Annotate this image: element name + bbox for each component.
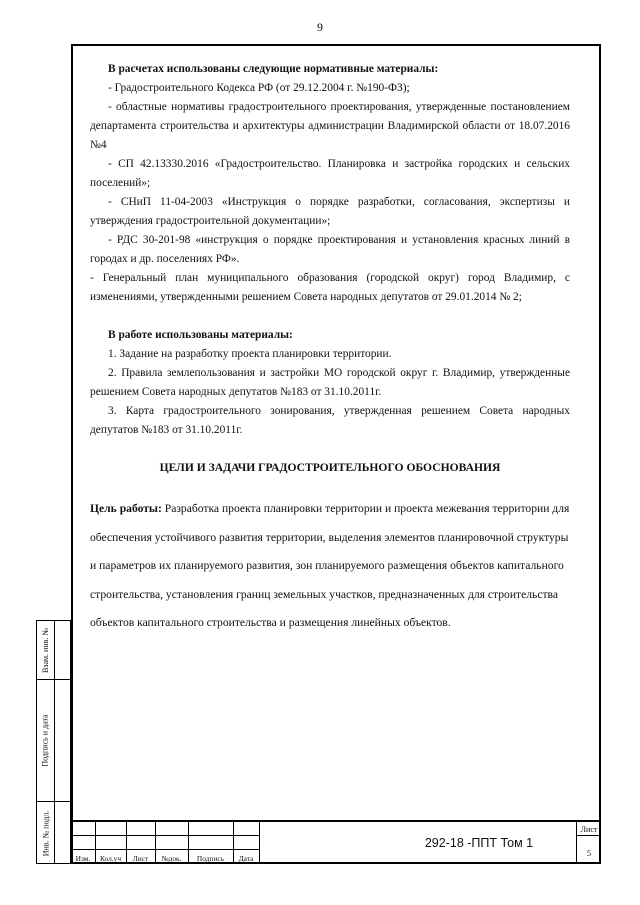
materials-item: 1. Задание на разработку проекта планировки территории.: [108, 348, 392, 360]
normative-item: - Генеральный план муниципального образования (городской округ) город Владимир, с изменениями, утвержденными решением Совета народных депутатов от 29.01.2014 № 2;: [90, 272, 570, 303]
col-label-kol: Кол.уч: [99, 854, 122, 863]
normative-heading: В расчетах использованы следующие нормативные материалы:: [108, 63, 439, 75]
normative-item: - областные нормативы градостроительного проектирования, утвержденные постановлением департамента строительства и архитектуры администрации Владимирской области от 18.07.2016 №4: [90, 101, 570, 151]
normative-item: - Градостроительного Кодекса РФ (от 29.12.2004 г. №190-ФЗ);: [108, 82, 410, 94]
title-block: [71, 820, 601, 864]
sign-date-label: Подпись и дата: [41, 713, 50, 767]
col-label-list: Лист: [132, 854, 149, 863]
sheet-label: Лист: [580, 825, 598, 834]
normative-item: - СП 42.13330.2016 «Градостроительство. Планировка и застройка городских и сельских поселений»;: [90, 158, 570, 189]
materials-item: 3. Карта градостроительного зонирования, утвержденная решением Совета народных депутатов №183 от 31.10.2011г.: [90, 405, 570, 436]
col-label-date: Дата: [238, 854, 254, 863]
inv-orig-label: Инв. № подл.: [41, 810, 50, 856]
side-stamp: [36, 620, 71, 864]
goals-heading: ЦЕЛИ И ЗАДАЧИ ГРАДОСТРОИТЕЛЬНОГО ОБОСНОВАНИЯ: [159, 461, 501, 474]
document-code: 292-18 -ППТ Том 1: [424, 836, 534, 850]
page-number: 9: [317, 20, 323, 34]
goal-text: Разработка проекта планировки территории и проекта межевания территории для обеспечения устойчивого развития территории, выделения элементов планировочной структуры и параметров их планируемого развития, зон планируемого размещения объектов капитального строительства, установления границ земельных участков, предназначенных для строительства объектов капитального строительства и размещения линейных объектов.: [90, 502, 570, 629]
goal-label: Цель работы:: [90, 502, 162, 515]
col-label-izm: Изм.: [75, 854, 91, 863]
sheet-number: 5: [586, 848, 592, 858]
inv-replace-label: Взам. инв. №: [41, 627, 50, 673]
normative-item: - СНиП 11-04-2003 «Инструкция о порядке разработки, согласования, экспертизы и утверждения градостроительной документации»;: [90, 196, 570, 227]
goal-paragraph: [90, 495, 570, 638]
normative-item: - РДС 30-201-98 «инструкция о порядке проектирования и установления красных линий в городах и др. поселениях РФ».: [90, 234, 570, 265]
document-body: [90, 60, 570, 638]
col-label-sign: Подпись: [196, 854, 225, 863]
materials-item: 2. Правила землепользования и застройки МО городской округ г. Владимир, утвержденные решением Совета народных депутатов №183 от 31.10.2011г.: [90, 367, 570, 398]
col-label-doc: №док.: [161, 854, 182, 863]
materials-heading: В работе использованы материалы:: [108, 329, 293, 341]
